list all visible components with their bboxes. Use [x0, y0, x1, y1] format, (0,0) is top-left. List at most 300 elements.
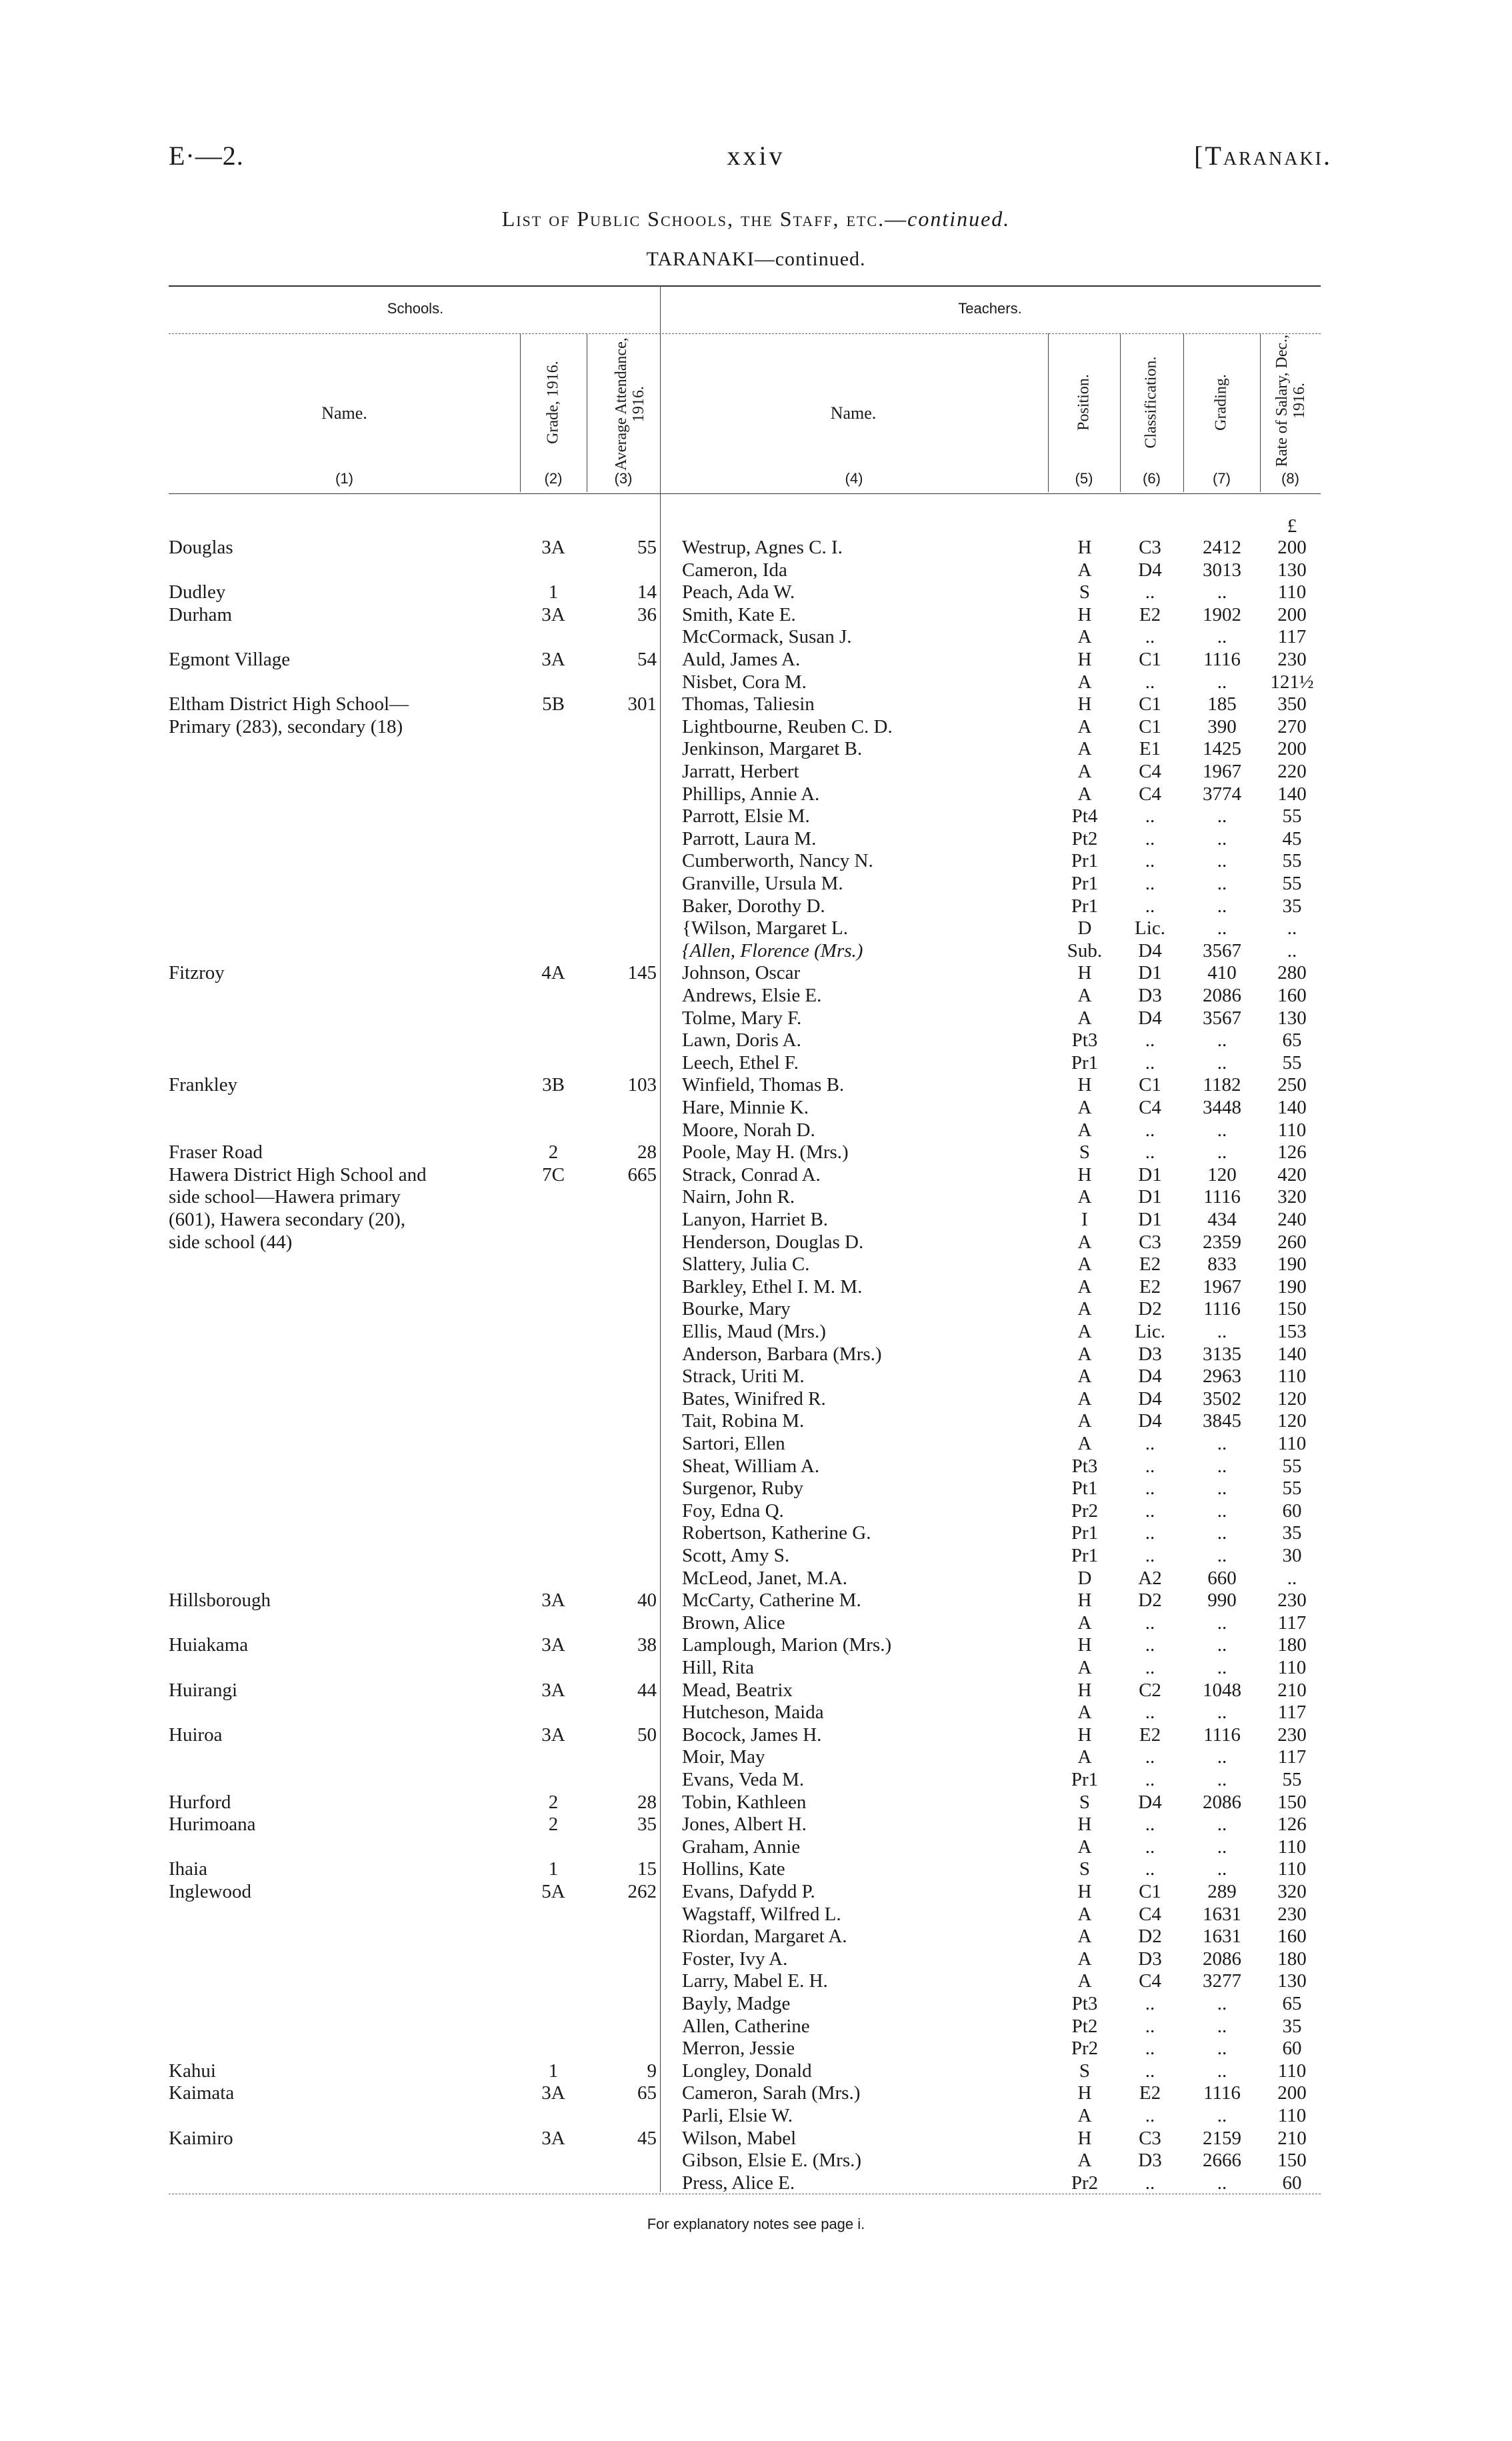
teacher-position: Pr2 — [1071, 2038, 1099, 2060]
teacher-salary: 120 — [1277, 1388, 1307, 1410]
teacher-grading: 1116 — [1203, 649, 1241, 670]
teacher-classification: D3 — [1138, 2150, 1162, 2172]
school-name: Frankley — [169, 1074, 238, 1096]
teacher-name: Parrott, Elsie M. — [682, 805, 810, 827]
teacher-grading: 2086 — [1203, 1791, 1241, 1813]
teacher-classification: .. — [1145, 1119, 1155, 1141]
col-divider — [1183, 333, 1184, 492]
teacher-classification: C4 — [1139, 783, 1161, 805]
teacher-grading: .. — [1217, 850, 1227, 872]
teacher-grading: .. — [1217, 1746, 1227, 1768]
school-attendance: 40 — [637, 1590, 657, 1612]
teacher-position: Pt4 — [1071, 805, 1098, 827]
teacher-classification: .. — [1145, 1545, 1155, 1566]
teacher-classification: E2 — [1139, 603, 1161, 625]
col-divider — [1048, 333, 1049, 492]
teacher-name: Leech, Ethel F. — [682, 1051, 799, 1073]
teacher-position: A — [1077, 1903, 1092, 1925]
teacher-classification: D1 — [1138, 1163, 1162, 1185]
teacher-salary: 110 — [1277, 2060, 1307, 2082]
school-name: Fraser Road — [169, 1141, 263, 1163]
teacher-grading: 1631 — [1203, 1903, 1241, 1925]
teacher-name: Scott, Amy S. — [682, 1545, 790, 1566]
teacher-salary: 110 — [1277, 2105, 1307, 2126]
table-top-rule — [169, 285, 1321, 287]
teacher-grading: .. — [1217, 1702, 1227, 1724]
teacher-name: Cameron, Sarah (Mrs.) — [682, 2082, 861, 2104]
teacher-position: H — [1077, 2127, 1092, 2149]
teacher-classification: C2 — [1139, 1679, 1161, 1701]
teacher-position: A — [1077, 761, 1092, 782]
school-name: Kaimiro — [169, 2127, 233, 2149]
teacher-grading: 2359 — [1203, 1231, 1241, 1253]
teacher-classification: D4 — [1138, 1388, 1162, 1410]
teacher-salary: 110 — [1277, 1858, 1307, 1880]
teacher-salary: 130 — [1277, 1007, 1307, 1029]
teacher-grading: .. — [1217, 1858, 1227, 1880]
teacher-classification: .. — [1145, 2172, 1155, 2194]
col-num-2: (2) — [544, 470, 563, 487]
teacher-grading: .. — [1217, 1545, 1227, 1566]
teacher-name: Smith, Kate E. — [682, 603, 796, 625]
teacher-salary: 126 — [1277, 1814, 1307, 1836]
teacher-salary: 240 — [1277, 1209, 1307, 1230]
teacher-name: Jenkinson, Margaret B. — [682, 738, 863, 760]
teacher-salary: 200 — [1277, 603, 1307, 625]
teacher-classification: D3 — [1138, 1343, 1162, 1365]
col-divider — [1120, 333, 1121, 492]
teacher-classification: .. — [1145, 1455, 1155, 1477]
teacher-grading: .. — [1217, 2038, 1227, 2060]
teacher-position: Pr1 — [1071, 895, 1099, 917]
teacher-name: {Wilson, Margaret L. — [682, 917, 848, 939]
teacher-position: S — [1079, 1141, 1091, 1163]
school-name: Fitzroy — [169, 962, 225, 984]
teacher-classification: .. — [1145, 1029, 1155, 1051]
teacher-position: S — [1079, 2060, 1091, 2082]
teacher-classification: C4 — [1139, 1097, 1161, 1118]
teacher-classification: E2 — [1139, 1724, 1161, 1746]
footer-note: For explanatory notes see page i. — [647, 2216, 865, 2232]
teacher-classification: .. — [1145, 1500, 1155, 1522]
teacher-name: Mead, Beatrix — [682, 1679, 793, 1701]
teacher-grading: 3013 — [1203, 559, 1241, 581]
teacher-name: Gibson, Elsie E. (Mrs.) — [682, 2150, 862, 2172]
teacher-salary: 150 — [1277, 1791, 1307, 1813]
teacher-salary: 130 — [1277, 1970, 1307, 1992]
teacher-salary: 35 — [1282, 895, 1302, 917]
teacher-salary: 350 — [1277, 693, 1307, 715]
teacher-grading: .. — [1217, 1993, 1227, 2014]
teacher-position: H — [1077, 2082, 1092, 2104]
teacher-name: Parli, Elsie W. — [682, 2105, 793, 2126]
teacher-salary: 210 — [1277, 1679, 1307, 1701]
teacher-grading: 390 — [1207, 715, 1237, 737]
teacher-name: Bocock, James H. — [682, 1724, 822, 1746]
school-attendance: 36 — [637, 603, 657, 625]
teacher-name: Lanyon, Harriet B. — [682, 1209, 829, 1230]
teacher-salary: 55 — [1282, 805, 1302, 827]
school-name: Hillsborough — [169, 1590, 271, 1612]
teacher-name: Thomas, Taliesin — [682, 693, 815, 715]
teacher-position: A — [1077, 985, 1092, 1006]
teacher-salary: 230 — [1277, 649, 1307, 670]
teacher-name: Larry, Mabel E. H. — [682, 1970, 828, 1992]
teacher-classification: .. — [1145, 2060, 1155, 2082]
teacher-salary: 117 — [1277, 1612, 1307, 1634]
teacher-grading: .. — [1217, 1634, 1227, 1656]
teacher-grading: .. — [1217, 2172, 1227, 2194]
teacher-grading: 3277 — [1203, 1970, 1241, 1992]
teacher-name: Baker, Dorothy D. — [682, 895, 825, 917]
teacher-grading: 1902 — [1203, 603, 1241, 625]
school-name: Inglewood — [169, 1881, 252, 1902]
teacher-classification: D1 — [1138, 962, 1162, 984]
teacher-salary: 230 — [1277, 1590, 1307, 1612]
school-grade: 5A — [541, 1881, 565, 1902]
col-divider-main — [660, 285, 661, 2192]
teacher-name: Granville, Ursula M. — [682, 873, 843, 894]
teacher-name: Moir, May — [682, 1746, 765, 1768]
school-grade: 3A — [541, 649, 565, 670]
teacher-name: Jones, Albert H. — [682, 1814, 807, 1836]
col-classification: Classification. — [1142, 356, 1160, 449]
col-num-3: (3) — [614, 470, 633, 487]
school-attendance: 15 — [637, 1858, 657, 1880]
teacher-position: A — [1077, 715, 1092, 737]
teacher-classification: .. — [1145, 1769, 1155, 1790]
teacher-salary: 117 — [1277, 626, 1307, 648]
teacher-position: Pt3 — [1071, 1029, 1098, 1051]
header-page-number: xxiv — [727, 141, 785, 171]
teacher-position: D — [1077, 1567, 1092, 1589]
teacher-position: H — [1077, 537, 1092, 558]
teacher-salary: 65 — [1282, 1029, 1302, 1051]
teacher-salary: 200 — [1277, 738, 1307, 760]
school-attendance: 28 — [637, 1791, 657, 1813]
school-grade: 3A — [541, 1679, 565, 1701]
teacher-classification: .. — [1145, 1612, 1155, 1634]
teacher-salary: 140 — [1277, 1343, 1307, 1365]
teacher-grading: 3567 — [1203, 1007, 1241, 1029]
teacher-salary: 420 — [1277, 1163, 1307, 1185]
teacher-name: Bourke, Mary — [682, 1298, 791, 1320]
teacher-classification: .. — [1145, 1746, 1155, 1768]
teacher-name: Lightbourne, Reuben C. D. — [682, 715, 893, 737]
school-attendance: 38 — [637, 1634, 657, 1656]
teacher-position: A — [1077, 1970, 1092, 1992]
teacher-grading: 2086 — [1203, 985, 1241, 1006]
teacher-grading: .. — [1217, 626, 1227, 648]
teacher-grading: .. — [1217, 1119, 1227, 1141]
teacher-position: A — [1077, 1254, 1092, 1276]
teacher-salary: 110 — [1277, 1657, 1307, 1678]
teacher-grading: .. — [1217, 581, 1227, 603]
teacher-classification: C1 — [1139, 1881, 1161, 1902]
teacher-classification: A2 — [1138, 1567, 1162, 1589]
teacher-classification: D3 — [1138, 985, 1162, 1006]
teacher-salary: 117 — [1277, 1746, 1307, 1768]
school-name: Huiakama — [169, 1634, 249, 1656]
teacher-classification: D1 — [1138, 1209, 1162, 1230]
teacher-position: A — [1077, 1948, 1092, 1970]
school-name: Huirangi — [169, 1679, 238, 1701]
teacher-salary: 55 — [1282, 1455, 1302, 1477]
teacher-name: Hill, Rita — [682, 1657, 754, 1678]
school-grade: 3A — [541, 2082, 565, 2104]
teacher-position: Pr1 — [1071, 850, 1099, 872]
teacher-salary: 55 — [1282, 1478, 1302, 1500]
teacher-grading: 3502 — [1203, 1388, 1241, 1410]
teacher-position: H — [1077, 1679, 1092, 1701]
teacher-salary: 210 — [1277, 2127, 1307, 2149]
teacher-name: Anderson, Barbara (Mrs.) — [682, 1343, 882, 1365]
teacher-position: A — [1077, 1321, 1092, 1342]
teacher-salary: 117 — [1277, 1702, 1307, 1724]
teacher-grading: 2086 — [1203, 1948, 1241, 1970]
teacher-position: A — [1077, 1702, 1092, 1724]
teacher-grading: 2666 — [1203, 2150, 1241, 2172]
teacher-salary: 140 — [1277, 1097, 1307, 1118]
teacher-position: H — [1077, 1074, 1092, 1096]
teacher-classification: C4 — [1139, 761, 1161, 782]
teacher-classification: D2 — [1138, 1298, 1162, 1320]
teacher-salary: 140 — [1277, 783, 1307, 805]
teacher-salary: 60 — [1282, 1500, 1302, 1522]
teacher-salary: 320 — [1277, 1881, 1307, 1902]
teacher-position: H — [1077, 1724, 1092, 1746]
teacher-salary: .. — [1287, 1567, 1297, 1589]
teacher-classification: C1 — [1139, 649, 1161, 670]
teacher-position: A — [1077, 1097, 1092, 1118]
teacher-classification: Lic. — [1135, 917, 1165, 939]
teacher-classification: .. — [1145, 1478, 1155, 1500]
teacher-name: Auld, James A. — [682, 649, 801, 670]
teacher-position: H — [1077, 603, 1092, 625]
teacher-name: Strack, Uriti M. — [682, 1366, 805, 1388]
teacher-grading: .. — [1217, 805, 1227, 827]
teacher-grading: .. — [1217, 671, 1227, 693]
school-attendance: 28 — [637, 1141, 657, 1163]
teacher-classification: .. — [1145, 1051, 1155, 1073]
teacher-position: I — [1081, 1209, 1088, 1230]
school-grade: 1 — [548, 1858, 559, 1880]
school-attendance: 45 — [637, 2127, 657, 2149]
school-name: Durham — [169, 603, 233, 625]
teacher-grading: .. — [1217, 1455, 1227, 1477]
school-grade: 1 — [548, 2060, 559, 2082]
teacher-grading: .. — [1217, 1051, 1227, 1073]
col-teacher-name: Name. — [830, 403, 877, 423]
col-grade: Grade, 1916. — [544, 361, 562, 444]
school-grade: 1 — [548, 581, 559, 603]
teacher-grading: .. — [1217, 827, 1227, 849]
col-num-8: (8) — [1281, 470, 1299, 487]
school-name: Dudley — [169, 581, 226, 603]
teacher-grading: .. — [1217, 1814, 1227, 1836]
teacher-grading: 2159 — [1203, 2127, 1241, 2149]
teacher-salary: 35 — [1282, 1522, 1302, 1544]
teacher-classification: C3 — [1139, 1231, 1161, 1253]
teacher-classification: .. — [1145, 2105, 1155, 2126]
teacher-classification: .. — [1145, 1141, 1155, 1163]
teacher-classification: .. — [1145, 1858, 1155, 1880]
teacher-grading: 434 — [1207, 1209, 1237, 1230]
school-grade: 2 — [548, 1814, 559, 1836]
teacher-grading: 990 — [1207, 1590, 1237, 1612]
teacher-grading: 120 — [1207, 1163, 1237, 1185]
teacher-name: McCormack, Susan J. — [682, 626, 852, 648]
teacher-position: Pt2 — [1071, 827, 1098, 849]
teacher-name: McLeod, Janet, M.A. — [682, 1567, 848, 1589]
teacher-position: Pr1 — [1071, 1545, 1099, 1566]
school-grade: 2 — [548, 1141, 559, 1163]
teacher-position: Pt3 — [1071, 1455, 1098, 1477]
teacher-salary: 110 — [1277, 1433, 1307, 1454]
page-subtitle: TARANAKI—continued. — [646, 248, 866, 270]
teacher-salary: 45 — [1282, 827, 1302, 849]
teacher-name: Sartori, Ellen — [682, 1433, 785, 1454]
teacher-classification: D2 — [1138, 1926, 1162, 1948]
school-attendance: 145 — [627, 962, 657, 984]
school-name: Ihaia — [169, 1858, 207, 1880]
teacher-name: Tait, Robina M. — [682, 1410, 805, 1432]
teacher-position: A — [1077, 1746, 1092, 1768]
teacher-grading: 833 — [1207, 1254, 1237, 1276]
header-bottom-rule — [169, 493, 1321, 494]
teacher-grading: .. — [1217, 917, 1227, 939]
teacher-grading: .. — [1217, 1478, 1227, 1500]
teacher-position: A — [1077, 1231, 1092, 1253]
teacher-salary: 55 — [1282, 850, 1302, 872]
school-attendance: 44 — [637, 1679, 657, 1701]
teacher-position: A — [1077, 1926, 1092, 1948]
page-title — [0, 207, 1512, 231]
teacher-name: Evans, Veda M. — [682, 1769, 805, 1790]
teacher-grading: 1116 — [1203, 1298, 1241, 1320]
teacher-name: Lawn, Doris A. — [682, 1029, 801, 1051]
teacher-classification: E2 — [1139, 2082, 1161, 2104]
teacher-position: Pt1 — [1071, 1478, 1098, 1500]
teacher-salary: 230 — [1277, 1903, 1307, 1925]
teacher-classification: D2 — [1138, 1590, 1162, 1612]
teacher-salary: 153 — [1277, 1321, 1307, 1342]
teacher-name: Peach, Ada W. — [682, 581, 795, 603]
teacher-name: Westrup, Agnes C. I. — [682, 537, 843, 558]
teacher-grading: 1116 — [1203, 1186, 1241, 1208]
teacher-name: Allen, Catherine — [682, 2015, 810, 2037]
teacher-name: Ellis, Maud (Mrs.) — [682, 1321, 826, 1342]
teacher-grading: 1182 — [1203, 1074, 1241, 1096]
teacher-classification: .. — [1145, 1433, 1155, 1454]
teacher-position: H — [1077, 693, 1092, 715]
teacher-position: D — [1077, 917, 1092, 939]
teacher-classification: C3 — [1139, 2127, 1161, 2149]
teacher-classification: .. — [1145, 2038, 1155, 2060]
school-attendance: 35 — [637, 1814, 657, 1836]
col-grading: Grading. — [1212, 374, 1230, 431]
school-attendance: 65 — [637, 2082, 657, 2104]
teacher-name: Graham, Annie — [682, 1836, 801, 1858]
teacher-name: Hutcheson, Maida — [682, 1702, 824, 1724]
school-grade: 5B — [542, 693, 565, 715]
teacher-classification: C1 — [1139, 1074, 1161, 1096]
col-school-name: Name. — [321, 403, 367, 423]
school-attendance: 301 — [627, 693, 657, 715]
teacher-classification: .. — [1145, 1814, 1155, 1836]
teacher-grading: 3448 — [1203, 1097, 1241, 1118]
school-grade: 4A — [541, 962, 565, 984]
teacher-position: A — [1077, 2150, 1092, 2172]
teacher-classification: .. — [1145, 873, 1155, 894]
teacher-name: Cumberworth, Nancy N. — [682, 850, 873, 872]
teacher-salary: 230 — [1277, 1724, 1307, 1746]
teacher-salary: 190 — [1277, 1276, 1307, 1298]
teacher-salary: 180 — [1277, 1634, 1307, 1656]
teacher-salary: 35 — [1282, 2015, 1302, 2037]
teacher-position: A — [1077, 1119, 1092, 1141]
teacher-classification: .. — [1145, 1993, 1155, 2014]
teacher-grading: 1116 — [1203, 2082, 1241, 2104]
teacher-position: H — [1077, 1634, 1092, 1656]
teacher-name: Hare, Minnie K. — [682, 1097, 809, 1118]
teacher-salary: .. — [1287, 917, 1297, 939]
teacher-position: S — [1079, 581, 1091, 603]
teacher-classification: .. — [1145, 850, 1155, 872]
col-position: Position. — [1075, 374, 1093, 431]
teacher-classification: C4 — [1139, 1903, 1161, 1925]
teacher-classification: D1 — [1138, 1186, 1162, 1208]
teacher-position: H — [1077, 1163, 1092, 1185]
teacher-grading: 3774 — [1203, 783, 1241, 805]
teacher-salary: 120 — [1277, 1410, 1307, 1432]
teacher-classification: D4 — [1138, 1410, 1162, 1432]
teacher-grading: .. — [1217, 1612, 1227, 1634]
teacher-name: Brown, Alice — [682, 1612, 785, 1634]
teacher-salary: 55 — [1282, 1051, 1302, 1073]
school-grade: 3A — [541, 2127, 565, 2149]
school-name: Eltham District High School— Primary (283), secondary (18) — [169, 693, 409, 737]
col-divider — [520, 333, 521, 492]
teacher-position: Pr2 — [1071, 2172, 1099, 2194]
teacher-classification: D4 — [1138, 1791, 1162, 1813]
teacher-grading: 185 — [1207, 693, 1237, 715]
teacher-classification: .. — [1145, 581, 1155, 603]
teacher-grading: .. — [1217, 2105, 1227, 2126]
teacher-name: Evans, Dafydd P. — [682, 1881, 815, 1902]
teacher-grading: .. — [1217, 2015, 1227, 2037]
col-num-1: (1) — [335, 470, 353, 487]
teacher-name: Tobin, Kathleen — [682, 1791, 807, 1813]
school-grade: 2 — [548, 1791, 559, 1813]
teacher-salary: .. — [1287, 939, 1297, 961]
school-attendance: 55 — [637, 537, 657, 558]
teacher-position: Pr2 — [1071, 1500, 1099, 1522]
school-grade: 3A — [541, 1634, 565, 1656]
teacher-salary: 110 — [1277, 1119, 1307, 1141]
teacher-classification: C1 — [1139, 715, 1161, 737]
school-name: Douglas — [169, 537, 233, 558]
school-grade: 3A — [541, 1724, 565, 1746]
col-num-7: (7) — [1213, 470, 1231, 487]
teacher-salary: 60 — [1282, 2038, 1302, 2060]
teacher-salary: 260 — [1277, 1231, 1307, 1253]
teacher-position: A — [1077, 626, 1092, 648]
teacher-classification: D4 — [1138, 1366, 1162, 1388]
teacher-position: H — [1077, 1814, 1092, 1836]
teacher-classification: Lic. — [1135, 1321, 1165, 1342]
teacher-classification: .. — [1145, 1657, 1155, 1678]
